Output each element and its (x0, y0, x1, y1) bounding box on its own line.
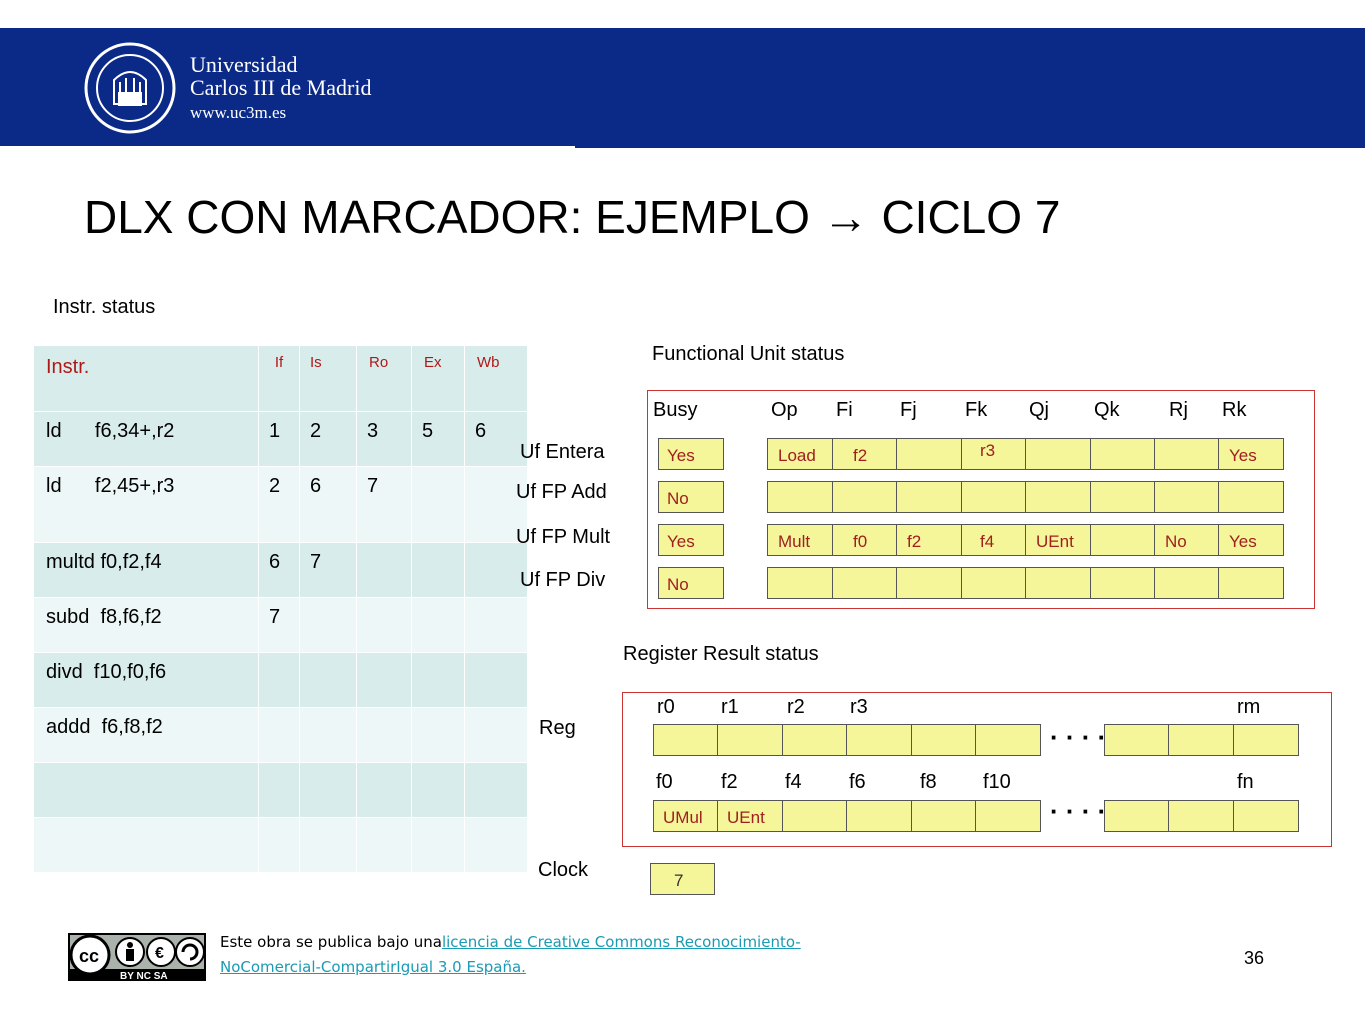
fp-reg-label: f10 (983, 771, 1011, 793)
header-wb: Wb (465, 346, 528, 412)
fp-reg-label: f2 (721, 771, 738, 793)
cell-instr: ld f2,45+,r3 (34, 467, 259, 543)
fu-col-qj: Qj (1029, 399, 1049, 421)
cell-is (300, 598, 357, 653)
fu-op-cell (767, 567, 833, 599)
clock-box (650, 863, 715, 895)
fu-fj-cell (896, 481, 962, 513)
cell-if (259, 653, 300, 708)
fp-reg-cell (911, 800, 977, 832)
fp-reg-cell (717, 800, 783, 832)
fu-qk-cell (1090, 524, 1156, 556)
fu-rj-cell (1154, 524, 1220, 556)
int-reg-cell (782, 724, 848, 756)
register-status-caption: Register Result status (623, 643, 819, 665)
int-reg-cell (653, 724, 719, 756)
fp-reg-cell (846, 800, 912, 832)
cell-is: 7 (300, 543, 357, 598)
cell-ro (357, 708, 412, 763)
fp-reg-value: UMul (663, 808, 703, 827)
cell-ro (357, 653, 412, 708)
header-ro: Ro (357, 346, 412, 412)
fu-fi-cell (832, 524, 898, 556)
fp-reg-label: f0 (656, 771, 673, 793)
fu-busy-value: Yes (667, 532, 695, 551)
fu-rk-cell (1218, 567, 1284, 599)
fu-fk-cell (961, 567, 1027, 599)
fu-rk-cell (1218, 438, 1284, 470)
fu-unit-label: Uf FP Div (520, 569, 606, 591)
cell-instr (34, 818, 259, 873)
fu-rj-cell (1154, 567, 1220, 599)
cell-ex (412, 818, 465, 873)
cell-instr: subd f8,f6,f2 (34, 598, 259, 653)
cell-is (300, 653, 357, 708)
fu-col-rj: Rj (1169, 399, 1188, 421)
fu-busy-cell (658, 567, 724, 599)
fu-fk-value: r3 (980, 441, 996, 460)
cell-if: 2 (259, 467, 300, 543)
table-row (34, 467, 528, 543)
fu-busy-value: No (667, 489, 689, 508)
svg-text:€: € (155, 945, 164, 962)
fp-reg-cell (653, 800, 719, 832)
fp-reg-cell (1104, 800, 1170, 832)
cell-wb (465, 763, 528, 818)
int-regs-ellipsis: · · · · (1050, 722, 1107, 752)
fu-qj-cell (1025, 481, 1091, 513)
university-url: www.uc3m.es (190, 103, 287, 122)
fu-fk-cell (961, 438, 1027, 470)
fu-rk-cell (1218, 481, 1284, 513)
clock-value: 7 (674, 871, 684, 890)
fu-fk-cell (961, 481, 1027, 513)
cell-ex (412, 467, 465, 543)
fu-col-busy: Busy (653, 399, 698, 421)
cell-wb (465, 543, 528, 598)
table-row (34, 708, 528, 763)
fu-qj-cell (1025, 567, 1091, 599)
int-reg-label: r3 (850, 696, 868, 718)
cell-ro (357, 598, 412, 653)
fu-qk-cell (1090, 567, 1156, 599)
cell-if (259, 708, 300, 763)
fu-qj-cell (1025, 524, 1091, 556)
fu-rj-value: No (1165, 532, 1187, 551)
int-reg-cell (1168, 724, 1234, 756)
cell-is (300, 763, 357, 818)
fu-fi-cell (832, 438, 898, 470)
cell-ex (412, 598, 465, 653)
cell-ex (412, 543, 465, 598)
fu-fi-value: f0 (853, 532, 868, 551)
fu-fi-value: f2 (853, 446, 868, 465)
fu-fk-value: f4 (980, 532, 995, 551)
fu-col-qk: Qk (1094, 399, 1120, 421)
cell-if: 6 (259, 543, 300, 598)
table-row (34, 818, 528, 873)
fu-col-fj: Fj (900, 399, 917, 421)
university-seal-icon (84, 42, 176, 134)
fu-col-fi: Fi (836, 399, 853, 421)
fu-unit-label: Uf Entera (520, 441, 605, 463)
fu-col-op: Op (771, 399, 798, 421)
header-underline (575, 146, 1365, 148)
fu-busy-value: No (667, 575, 689, 594)
cell-if (259, 763, 300, 818)
fp-reg-cell (782, 800, 848, 832)
cell-if (259, 818, 300, 873)
cell-wb (465, 653, 528, 708)
cell-wb (465, 598, 528, 653)
fu-op-value: Mult (778, 532, 811, 551)
fu-rj-cell (1154, 438, 1220, 470)
fu-fi-cell (832, 567, 898, 599)
page-number: 36 (1244, 948, 1265, 968)
fu-col-fk: Fk (965, 399, 988, 421)
fu-fk-cell (961, 524, 1027, 556)
table-row (34, 763, 528, 818)
fu-rk-value: Yes (1229, 532, 1257, 551)
header-ex: Ex (412, 346, 465, 412)
cell-instr: addd f6,f8,f2 (34, 708, 259, 763)
cell-ex (412, 763, 465, 818)
cell-if: 1 (259, 412, 300, 467)
header-is: Is (300, 346, 357, 412)
cell-wb: 6 (465, 412, 528, 467)
university-name-line1: Universidad (190, 52, 298, 77)
svg-text:cc: cc (79, 946, 100, 966)
cell-ro (357, 818, 412, 873)
cc-logo-label: BY NC SA (120, 971, 168, 981)
clock-label: Clock (538, 859, 589, 881)
int-reg-cell (1233, 724, 1299, 756)
license-notice (220, 930, 900, 980)
page-title: DLX CON MARCADOR: EJEMPLO → CICLO 7 (84, 191, 1061, 243)
fu-busy-cell (658, 438, 724, 470)
fu-op-value: Load (778, 446, 816, 465)
fp-reg-label: fn (1237, 771, 1254, 793)
fu-op-cell (767, 438, 833, 470)
int-reg-label: r0 (657, 696, 675, 718)
instr-status-table (33, 345, 528, 873)
cell-wb (465, 818, 528, 873)
cell-ex: 5 (412, 412, 465, 467)
fu-busy-value: Yes (667, 446, 695, 465)
fu-rk-cell (1218, 524, 1284, 556)
fp-reg-value: UEnt (727, 808, 765, 827)
instr-status-caption: Instr. status (53, 296, 156, 318)
fu-fi-cell (832, 481, 898, 513)
fu-qk-cell (1090, 438, 1156, 470)
license-link[interactable]: licencia de Creative Commons Reconocimiento-NoComercial-CompartirIgual 3.0 España. (220, 933, 801, 976)
cell-instr: ld f6,34+,r2 (34, 412, 259, 467)
cell-wb (465, 708, 528, 763)
cell-is: 6 (300, 467, 357, 543)
int-reg-label: r1 (721, 696, 739, 718)
table-row (34, 412, 528, 467)
cell-if: 7 (259, 598, 300, 653)
fu-qj-cell (1025, 438, 1091, 470)
table-row (34, 543, 528, 598)
fu-op-cell (767, 481, 833, 513)
reg-label: Reg (539, 717, 576, 739)
fp-reg-cell (975, 800, 1041, 832)
cell-is: 2 (300, 412, 357, 467)
int-reg-cell (1104, 724, 1170, 756)
fu-fj-cell (896, 567, 962, 599)
int-reg-cell (717, 724, 783, 756)
int-reg-cell (911, 724, 977, 756)
cell-instr: multd f0,f2,f4 (34, 543, 259, 598)
fu-qj-value: UEnt (1036, 532, 1074, 551)
int-reg-label: rm (1237, 696, 1261, 718)
fu-unit-label: Uf FP Mult (516, 526, 611, 548)
fp-regs-ellipsis: · · · · (1050, 796, 1107, 826)
table-row (34, 653, 528, 708)
cell-is (300, 818, 357, 873)
cell-instr (34, 763, 259, 818)
cell-ro: 7 (357, 467, 412, 543)
fu-fj-value: f2 (907, 532, 922, 551)
university-name-line2: Carlos III de Madrid (190, 75, 372, 100)
cell-ro (357, 763, 412, 818)
header-instr: Instr. (34, 346, 259, 412)
fu-op-cell (767, 524, 833, 556)
cell-ro: 3 (357, 412, 412, 467)
cell-is (300, 708, 357, 763)
fp-reg-label: f8 (920, 771, 937, 793)
fp-reg-label: f4 (785, 771, 802, 793)
license-prefix: Este obra se publica bajo una (220, 933, 442, 951)
fu-rk-value: Yes (1229, 446, 1257, 465)
fp-reg-cell (1168, 800, 1234, 832)
fu-qk-cell (1090, 481, 1156, 513)
table-header-row (34, 346, 528, 412)
fu-col-rk: Rk (1222, 399, 1247, 421)
cell-ex (412, 708, 465, 763)
fu-busy-cell (658, 481, 724, 513)
fu-unit-label: Uf FP Add (516, 481, 607, 503)
table-row (34, 598, 528, 653)
int-reg-cell (846, 724, 912, 756)
cell-instr: divd f10,f0,f6 (34, 653, 259, 708)
fu-fj-cell (896, 438, 962, 470)
creative-commons-logo-icon (68, 933, 206, 981)
header-if: If (259, 346, 300, 412)
fu-busy-cell (658, 524, 724, 556)
int-reg-label: r2 (787, 696, 805, 718)
cell-ro (357, 543, 412, 598)
cell-ex (412, 653, 465, 708)
fp-reg-cell (1233, 800, 1299, 832)
fp-reg-label: f6 (849, 771, 866, 793)
fu-rj-cell (1154, 481, 1220, 513)
fu-status-caption: Functional Unit status (652, 343, 845, 365)
int-reg-cell (975, 724, 1041, 756)
fu-fj-cell (896, 524, 962, 556)
